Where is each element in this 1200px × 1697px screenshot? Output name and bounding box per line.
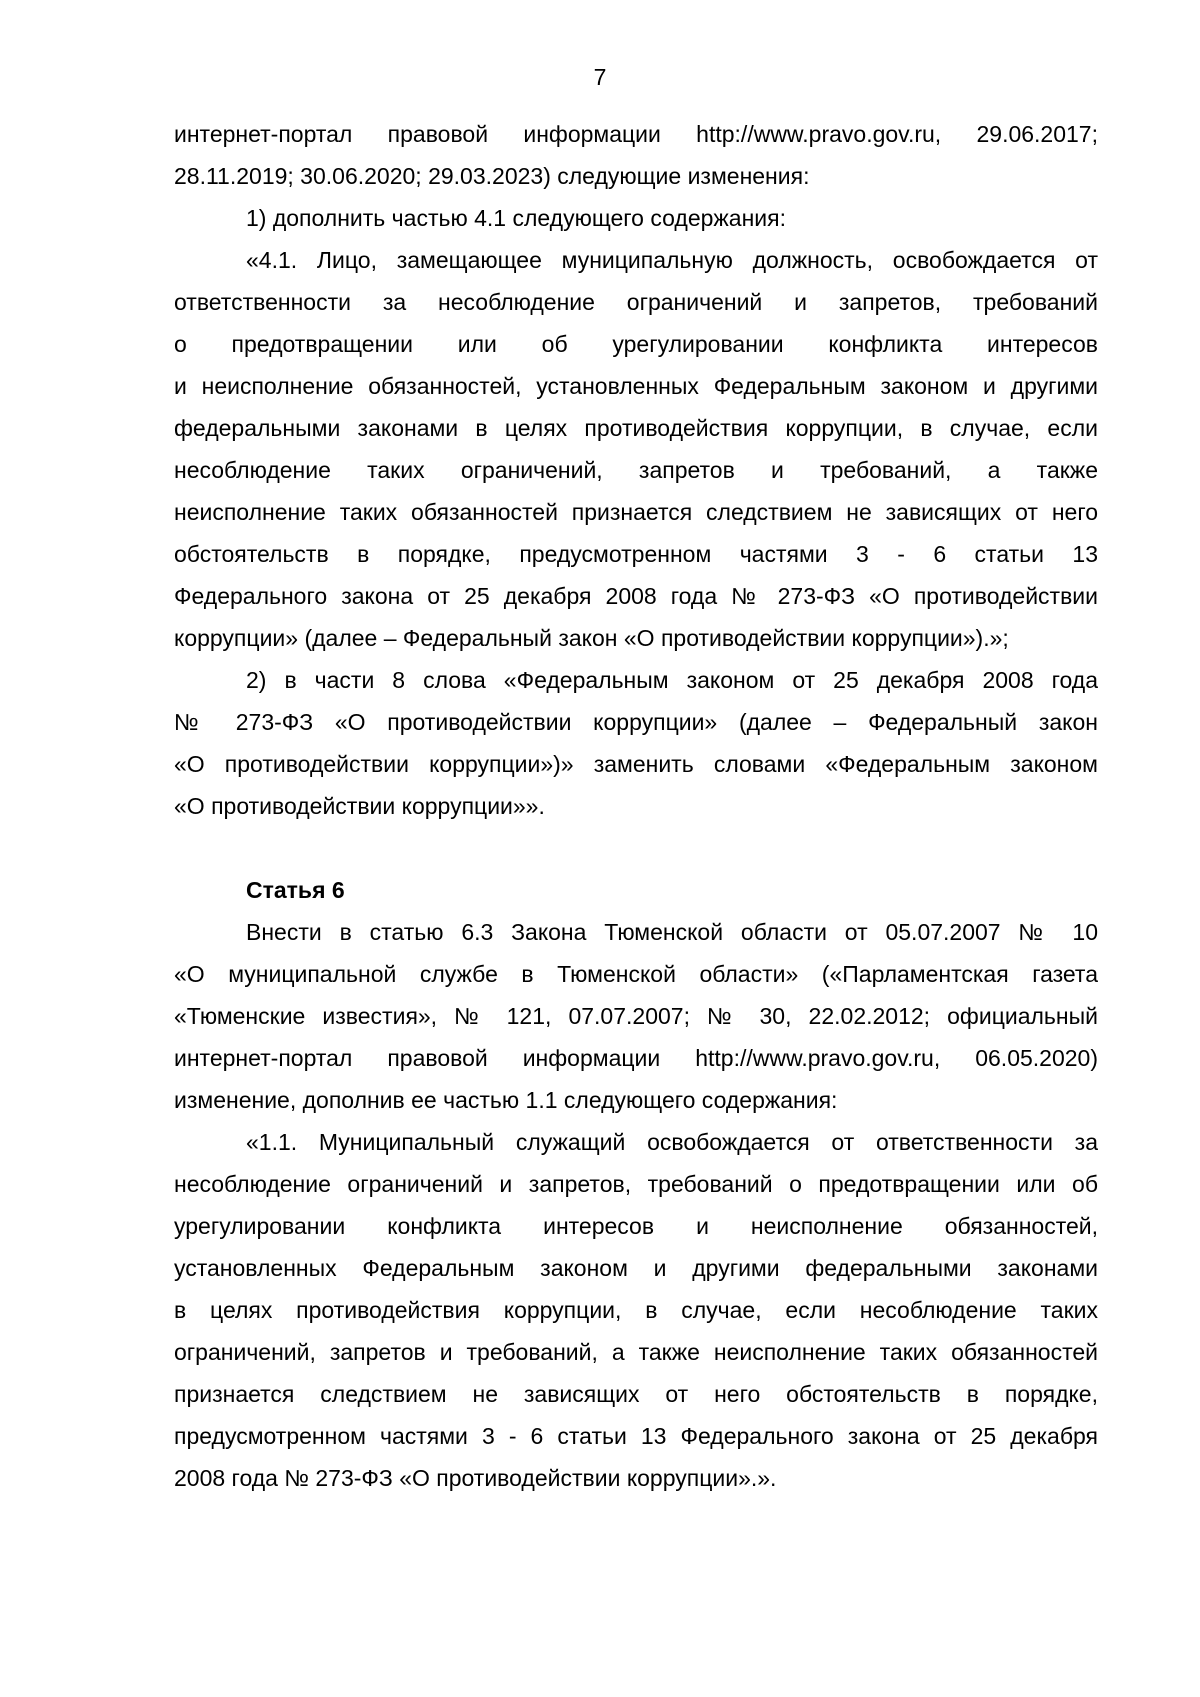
text-line: коррупции» (далее – Федеральный закон «О противодействии коррупции»).»; [174, 625, 1009, 651]
text-line: изменение, дополнив ее частью 1.1 следующего содержания: [174, 1087, 838, 1113]
text-line: признается следствием не зависящих от него обстоятельств в порядке, [174, 1381, 1098, 1407]
text-line: урегулировании конфликта интересов и неисполнение обязанностей, [174, 1213, 1098, 1239]
document-body [174, 113, 1098, 1499]
text-line: 2) в части 8 слова «Федеральным законом от 25 декабря 2008 года [246, 667, 1098, 693]
text-line: «1.1. Муниципальный служащий освобождается от ответственности за [246, 1129, 1098, 1155]
text-line: федеральными законами в целях противодействия коррупции, в случае, если [174, 415, 1098, 441]
text-line: установленных Федеральным законом и другими федеральными законами [174, 1255, 1098, 1281]
text-line: Федерального закона от 25 декабря 2008 года № 273-ФЗ «О противодействии [174, 583, 1098, 609]
text-line: несоблюдение таких ограничений, запретов и требований, а также [174, 457, 1098, 483]
text-line: «О противодействии коррупции»». [174, 793, 545, 819]
text-line: 28.11.2019; 30.06.2020; 29.03.2023) следующие изменения: [174, 163, 810, 189]
page-number: 7 [593, 64, 607, 90]
text-line: интернет-портал правовой информации http://www.pravo.gov.ru, 06.05.2020) [174, 1045, 1098, 1071]
text-line: «О муниципальной службе в Тюменской области» («Парламентская газета [174, 961, 1098, 987]
text-line: интернет-портал правовой информации http://www.pravo.gov.ru, 29.06.2017; [174, 121, 1098, 147]
text-line: ограничений, запретов и требований, а также неисполнение таких обязанностей [174, 1339, 1098, 1365]
amendment-text [174, 113, 1098, 827]
text-line: предусмотренном частями 3 - 6 статьи 13 Федерального закона от 25 декабря [174, 1423, 1098, 1449]
text-line: «4.1. Лицо, замещающее муниципальную должность, освобождается от [246, 247, 1098, 273]
text-line: № 273-ФЗ «О противодействии коррупции» (далее – Федеральный закон [174, 709, 1098, 735]
text-line: «О противодействии коррупции»)» заменить словами «Федеральным законом [174, 751, 1098, 777]
text-line: и неисполнение обязанностей, установленных Федеральным законом и другими [174, 373, 1098, 399]
text-line: неисполнение таких обязанностей признается следствием не зависящих от него [174, 499, 1098, 525]
text-line: 1) дополнить частью 4.1 следующего содержания: [246, 205, 786, 231]
text-line: несоблюдение ограничений и запретов, требований о предотвращении или об [174, 1171, 1098, 1197]
text-line: 2008 года № 273-ФЗ «О противодействии коррупции».». [174, 1465, 777, 1491]
text-line: в целях противодействия коррупции, в случае, если несоблюдение таких [174, 1297, 1098, 1323]
text-line: обстоятельств в порядке, предусмотренном частями 3 - 6 статьи 13 [174, 541, 1098, 567]
section-spacer [174, 827, 1098, 869]
text-line: ответственности за несоблюдение ограничений и запретов, требований [174, 289, 1098, 315]
text-line: «Тюменские известия», № 121, 07.07.2007; № 30, 22.02.2012; официальный [174, 1003, 1098, 1029]
article-heading: Статья 6 [246, 877, 345, 903]
article-text [174, 911, 1098, 1499]
text-line: о предотвращении или об урегулировании конфликта интересов [174, 331, 1098, 357]
text-line: Внести в статью 6.3 Закона Тюменской области от 05.07.2007 № 10 [246, 919, 1098, 945]
